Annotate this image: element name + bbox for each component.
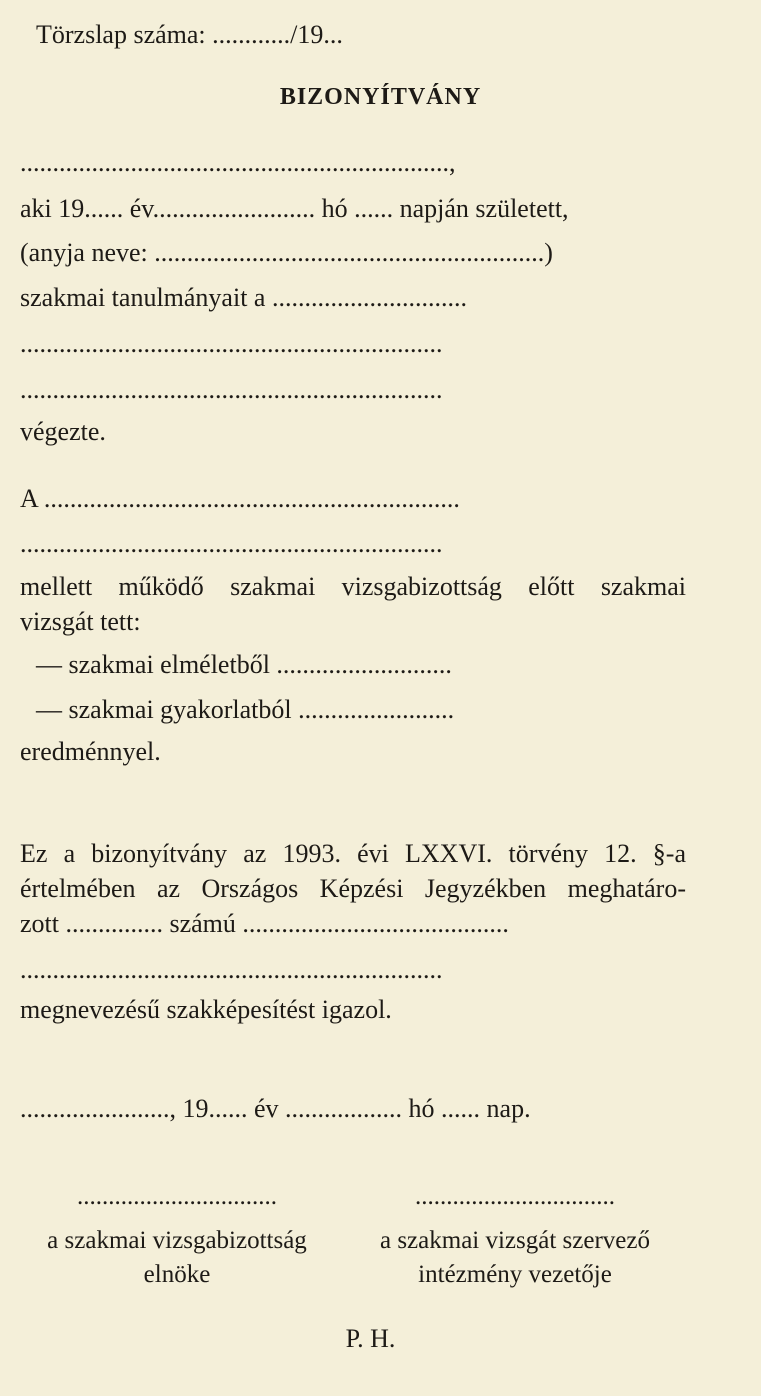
signature-institution-head	[350, 1180, 680, 1292]
certification-line-4: .................................................................	[20, 955, 443, 984]
practice-line: — szakmai gyakorlatból ........................	[36, 695, 455, 724]
studies-line: szakmai tanulmányait a ..............................	[20, 283, 467, 312]
date-line: ......................., 19...... év .................. hó ...... nap.	[20, 1094, 531, 1123]
committee-dots-line: .................................................................	[20, 529, 443, 558]
signature-committee-chair	[12, 1180, 342, 1292]
result-text: eredménnyel.	[20, 737, 161, 766]
certification-line-3: zott ............... számú .........................................	[20, 909, 509, 938]
completed-text: végezte.	[20, 417, 106, 446]
institution-line: A ................................................................	[20, 484, 460, 513]
signature-label: a szakmai vizsgát szervező	[379, 1227, 650, 1254]
signature-dots: ................................	[77, 1183, 277, 1210]
certification-line-5: megnevezésű szakképesítést igazol.	[20, 995, 392, 1024]
school-line-2: .................................................................	[20, 375, 443, 404]
certification-line-2: értelmében az Országos Képzési Jegyzékben meghatáro-	[20, 874, 686, 903]
birth-line: aki 19...... év......................... hó ...... napján született,	[20, 194, 569, 223]
committee-text-line-1: mellett működő szakmai vizsgabizottság előtt szakmai	[20, 572, 686, 601]
theory-line: — szakmai elméletből ...........................	[36, 650, 452, 679]
school-line-1: .................................................................	[20, 329, 443, 358]
signature-label: intézmény vezetője	[418, 1261, 612, 1288]
signature-label: a szakmai vizsgabizottság	[47, 1227, 307, 1254]
committee-text-line-2: vizsgát tett:	[20, 607, 141, 636]
name-line: ..................................................................,	[20, 148, 456, 177]
registry-number-label: Törzslap száma: ............/19...	[36, 20, 343, 49]
certification-line-1: Ez a bizonyítvány az 1993. évi LXXVI. törvény 12. §-a	[20, 839, 686, 868]
stamp-place: P. H.	[345, 1324, 396, 1353]
page-title: BIZONYÍTVÁNY	[279, 84, 482, 110]
signature-dots: ................................	[415, 1183, 615, 1210]
mother-name-line: (anyja neve: ............................................................)	[20, 238, 553, 267]
signature-label: elnöke	[143, 1261, 211, 1288]
